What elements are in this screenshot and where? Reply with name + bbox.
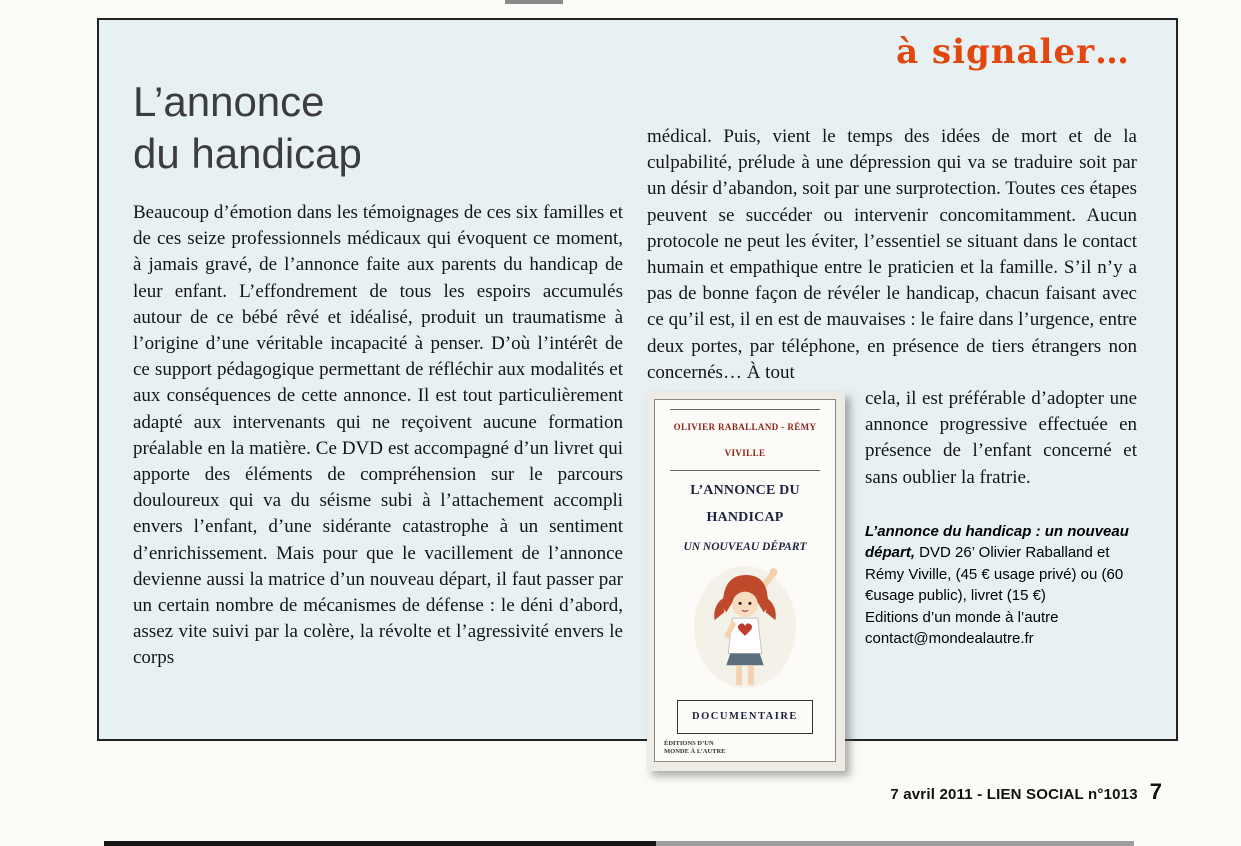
section-label: à signaler… xyxy=(896,32,1130,72)
caption-title: L’annonce du handicap : un nouveau départ, xyxy=(865,522,1129,562)
footer-magazine: LIEN SOCIAL n°1013 xyxy=(986,786,1138,803)
right-column-wrap-text: cela, il est préférable d’adopter une annonce progressive effectuée en présence de l’enfant concerné et sans oublier la fratrie. xyxy=(865,388,1137,488)
right-column-text: médical. Puis, vient le temps des idées de mort et de la culpabilité, prélude à une dépression qui va se traduire soit par un désir d’abandon, soit par une surprotection. Toutes ces étapes peuvent se succéder ou intervenir concomitamment. Aucun protocole ne peut les éviter, l’essentiel se situant dans le contact humain et empathique entre le praticien et la famille. S’il n’y a pas de bonne façon de révéler le handicap, chacun faisant avec ce qu’il est, il en est de mauvaises : le faire dans l’urgence, entre deux portes, par téléphone, en présence de tiers étrangers non concernés… À tout xyxy=(647,126,1137,383)
article-title-line1: L’annonce xyxy=(133,78,325,125)
dvd-authors: OLIVIER RABALLAND - RÉMY VIVILLE xyxy=(673,422,817,459)
dvd-cover-illustration xyxy=(660,563,830,695)
scan-artifact-bottom-light xyxy=(656,841,1134,846)
dvd-subtitle: UN NOUVEAU DÉPART xyxy=(683,540,807,553)
dvd-rule-bottom xyxy=(670,470,820,471)
footer-date: 7 avril 2011 - xyxy=(890,786,987,803)
article-panel xyxy=(97,18,1178,755)
dvd-cover xyxy=(647,392,845,771)
caption-publisher: Editions d’un monde à l’autre xyxy=(865,608,1059,626)
article-title-line2: du handicap xyxy=(133,130,362,177)
page-footer xyxy=(890,779,1162,805)
scan-artifact-bottom-dark xyxy=(104,841,656,846)
dvd-publisher-logo: ÉDITIONS D’UN MONDE À L’AUTRE xyxy=(664,740,726,755)
dvd-cover-inner xyxy=(654,399,836,762)
article-title xyxy=(133,76,362,180)
dvd-title: L’ANNONCE DU HANDICAP xyxy=(690,483,800,525)
left-column-text: Beaucoup d’émotion dans les témoignages de ces six familles et de ces seize professionnels médicaux qui évoquent ce moment, à jamais gravé, de l’annonce faite aux parents du handicap de leur enfant. L’effondrement de tous les espoirs accumulés autour de ce bébé rêvé et idéalisé, produit un traumatisme à l’origine d’une véritable incapacité à penser. D’où l’intérêt de ce support pédagogique permettant de réfléchir aux modalités et aux conséquences de cette annonce. Il est tout particulièrement adapté aux intervenants qui ne reçoivent aucune formation préalable en la matière. Ce DVD est accompagné d’un livret qui apporte des éléments de compréhension sur le parcours douloureux qui va du séisme subi à l’attachement accompli envers l’enfant, d’une sidérante catastrophe à un sentiment d’enrichissement. Mais pour que le vacillement de l’annonce devienne aussi la matrice d’un nouveau départ, il faut passer par un certain nombre de mécanismes de défense : le déni d’abord, assez vite suivi par la colère, la révolte et l’agressivité envers le corps xyxy=(133,202,623,669)
dvd-genre-badge: DOCUMENTAIRE xyxy=(677,700,813,734)
left-column xyxy=(133,200,623,672)
dvd-rule-top xyxy=(670,409,820,410)
caption-contact: contact@mondealautre.fr xyxy=(865,630,1034,648)
caption-details: DVD 26’ Olivier Raballand et Rémy Viville, (45 € usage privé) ou (60 €usage public), livret (15 €) xyxy=(865,544,1124,605)
scan-artifact-top xyxy=(505,0,563,4)
footer-issue-info xyxy=(890,786,1137,803)
right-column xyxy=(647,124,1137,775)
footer-page-number: 7 xyxy=(1149,779,1162,804)
